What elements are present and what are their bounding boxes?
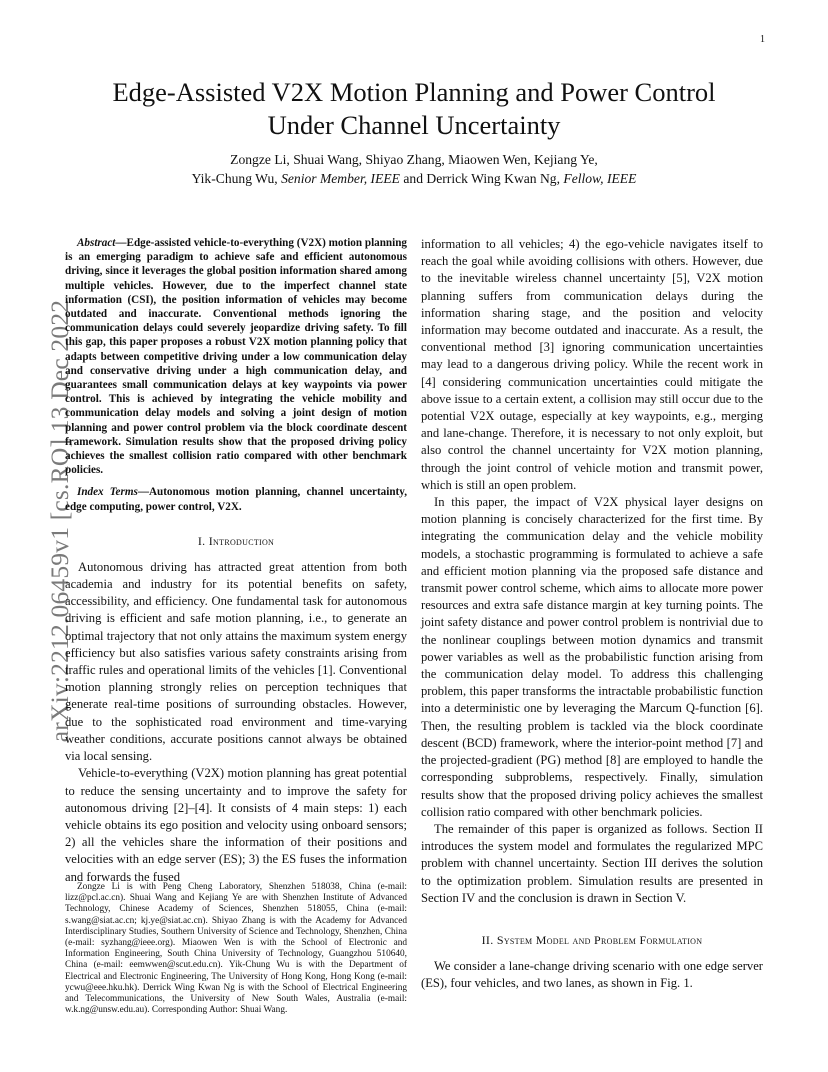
section-numeral: I. [197,533,209,548]
body-paragraph-continued: information to all vehicles; 4) the ego-vehicle navigates itself to reach the goal while avoiding collisions with others. However, due to the inevitable wireless channel uncertainty [5], V2X motion planning suffers from communication delays during the information sharing stage, and the position and velocity information may become outdated and inaccurate. As a result, the conventional method [3] ignoring communication uncertainties may lead to a dangerous driving policy. While the recent work in [4] considering communication uncertainties could mitigate the above issue to a certain extent, a collision may still occur due to the potential V2X outage, especially at key waypoints, e.g., merging and lane-change. Therefore, it is necessary to not only exploit, but also control the channel uncertainty for V2X motion planning, through the joint control of vehicle motion and transmit power, which is still an open problem. [421,237,763,492]
abstract-lead: Abstract [77,237,116,249]
paper-title-line-1: Edge-Assisted V2X Motion Planning and Power Control [112,77,716,107]
body-paragraph: The remainder of this paper is organized as follows. Section II introduces the system model and formulates the regularized MPC problem with channel uncertainty. Section III derives the solution to the optimization problem. Simulation results are presented in Section IV and the conclusion is drawn in Section V. [421,821,763,905]
index-terms [65,485,407,513]
body-paragraph: In this paper, the impact of V2X physical layer designs on motion planning is concisely characterized for the first time. By integrating the communication delay and the vehicle mobility models, a stochastic programming is formulated to achieve a safe and efficient motion planning via the proposed safe distance and transmit power control scheme, which aims to allocate more power resources and extra safe distance margin at key turning points. The joint safety distance and power control problem is nontrivial due to the nonlinear couplings between motion dynamics and transmit power variables as well as the probabilistic function arising from the communication delay model. To address this challenging problem, this paper transforms the intractable probabilistic function into a deterministic one by leveraging the Marcum Q-function [6]. Then, the resulting problem is tackled via the block coordinate descent (BCD) framework, where the interior-point method [7] and the projected-gradient (PG) method [8] are employed to handle the corresponding subproblems, respectively. Finally, simulation results show that the proposed driving policy achieves the smallest collision ratio compared with other benchmark policies. [421,495,763,819]
author-names: Yik-Chung Wu, [191,171,282,186]
left-column [65,236,407,886]
author-affiliation-footnote: Zongze Li is with Peng Cheng Laboratory, Shenzhen 518038, China (e-mail: lizz@pcl.ac.cn). Shuai Wang and Kejiang Ye are with Shenzhen Institute of Advanced Technology, Chinese Academy of Sciences, Shenzhen 518055, China (e-mail: s.wang@siat.ac.cn; kj.ye@siat.ac.cn). Shiyao Zhang is with the Academy for Advanced Interdisciplinary Studies, Southern University of Science and Technology, Shenzhen, China (e-mail: syzhang@ieee.org). Miaowen Wen is with the School of Electronic and Information Engineering, South China University of Technology, Guangzhou 510640, China (e-mail: eemwwen@scut.edu.cn). Yik-Chung Wu is with the Department of Electrical and Electronic Engineering, The University of Hong Kong, Hong Kong (e-mail: ycwu@eee.hku.hk). Derrick Wing Kwan Ng is with the School of Electrical Engineering and Telecommunications, the University of New South Wales, Australia (e-mail: w.k.ng@unsw.edu.au). Corresponding Author: Shuai Wang. [65,882,407,1016]
section-heading-system-model [421,933,763,948]
body-paragraph: Autonomous driving has attracted great attention from both academia and industry for its potential benefits on safety, accessibility, and efficiency. One fundamental task for autonomous driving is efficient and safe motion planning, i.e., to generate an optimal trajectory that not only attains the maximum system energy efficiency but also satisfies various safety constraints arising from traffic rules and operational limits of the vehicles [1]. Conventional motion planning strongly relies on perception techniques that generate real-time positions of surrounding obstacles. However, due to the sophisticated road environment and time-varying weather conditions, accurate positions cannot always be obtained via local sensing. [65,559,407,764]
index-terms-text: —Autonomous motion planning, channel uncertainty, edge computing, power control, V2X. [65,486,407,513]
author-line-1: Zongze Li, Shuai Wang, Shiyao Zhang, Miaowen Wen, Kejiang Ye, [230,152,598,167]
abstract-text: —Edge-assisted vehicle-to-everything (V2X) motion planning is an emerging paradigm to achieve safe and efficient autonomous driving, since it leverages the global position information shared among multiple vehicles. However, due to the imperfect channel state information (CSI), the position information of vehicles may become outdated and inaccurate. Conventional methods ignoring the communication delays could severely jeopardize driving safety. To fill this gap, this paper proposes a robust V2X motion planning policy that adapts between competitive driving under a low communication delay and conservative driving under a high communication delay, and guarantees small communication delays at key waypoints via power control. This is achieved by integrating the vehicle mobility and communication delay models and solving a joint design of motion planning and power control problem via the block coordinate descent framework. Simulation results show that the proposed driving policy achieves the smallest collision ratio compared with other benchmark policies. [65,237,407,477]
author-names: and Derrick Wing Kwan Ng, [399,171,564,186]
paper-title [0,76,828,142]
abstract [65,236,407,477]
author-role: Fellow, IEEE [563,171,637,186]
index-terms-lead: Index Terms [77,486,138,499]
body-paragraph: Vehicle-to-everything (V2X) motion planning has great potential to reduce the sensing uncertainty and to improve the safety for autonomous driving [2]–[4]. It consists of 4 main steps: 1) each vehicle obtains its ego position and velocity using onboard sensors; 2) all the vehicles share the information of their positions and velocities with an edge server (ES); 3) the ES fuses the information and forwards the fused [65,766,407,884]
section-numeral: II. [481,932,497,947]
right-column [421,236,763,992]
author-role: Senior Member, IEEE [281,171,400,186]
paper-title-line-2: Under Channel Uncertainty [267,110,561,140]
author-list [0,150,828,188]
section-heading-introduction [65,534,407,549]
section-title: Introduction [208,533,275,548]
author-line-2 [0,169,828,188]
section-title: System Model and Problem Formulation [496,932,703,947]
page-number: 1 [760,34,765,45]
arxiv-identifier-text: arXiv:2212.06459v1 [cs.RO] 13 Dec 2022 [45,299,74,743]
body-paragraph: We consider a lane-change driving scenario with one edge server (ES), four vehicles, and two lanes, as shown in Fig. 1. [421,958,763,991]
